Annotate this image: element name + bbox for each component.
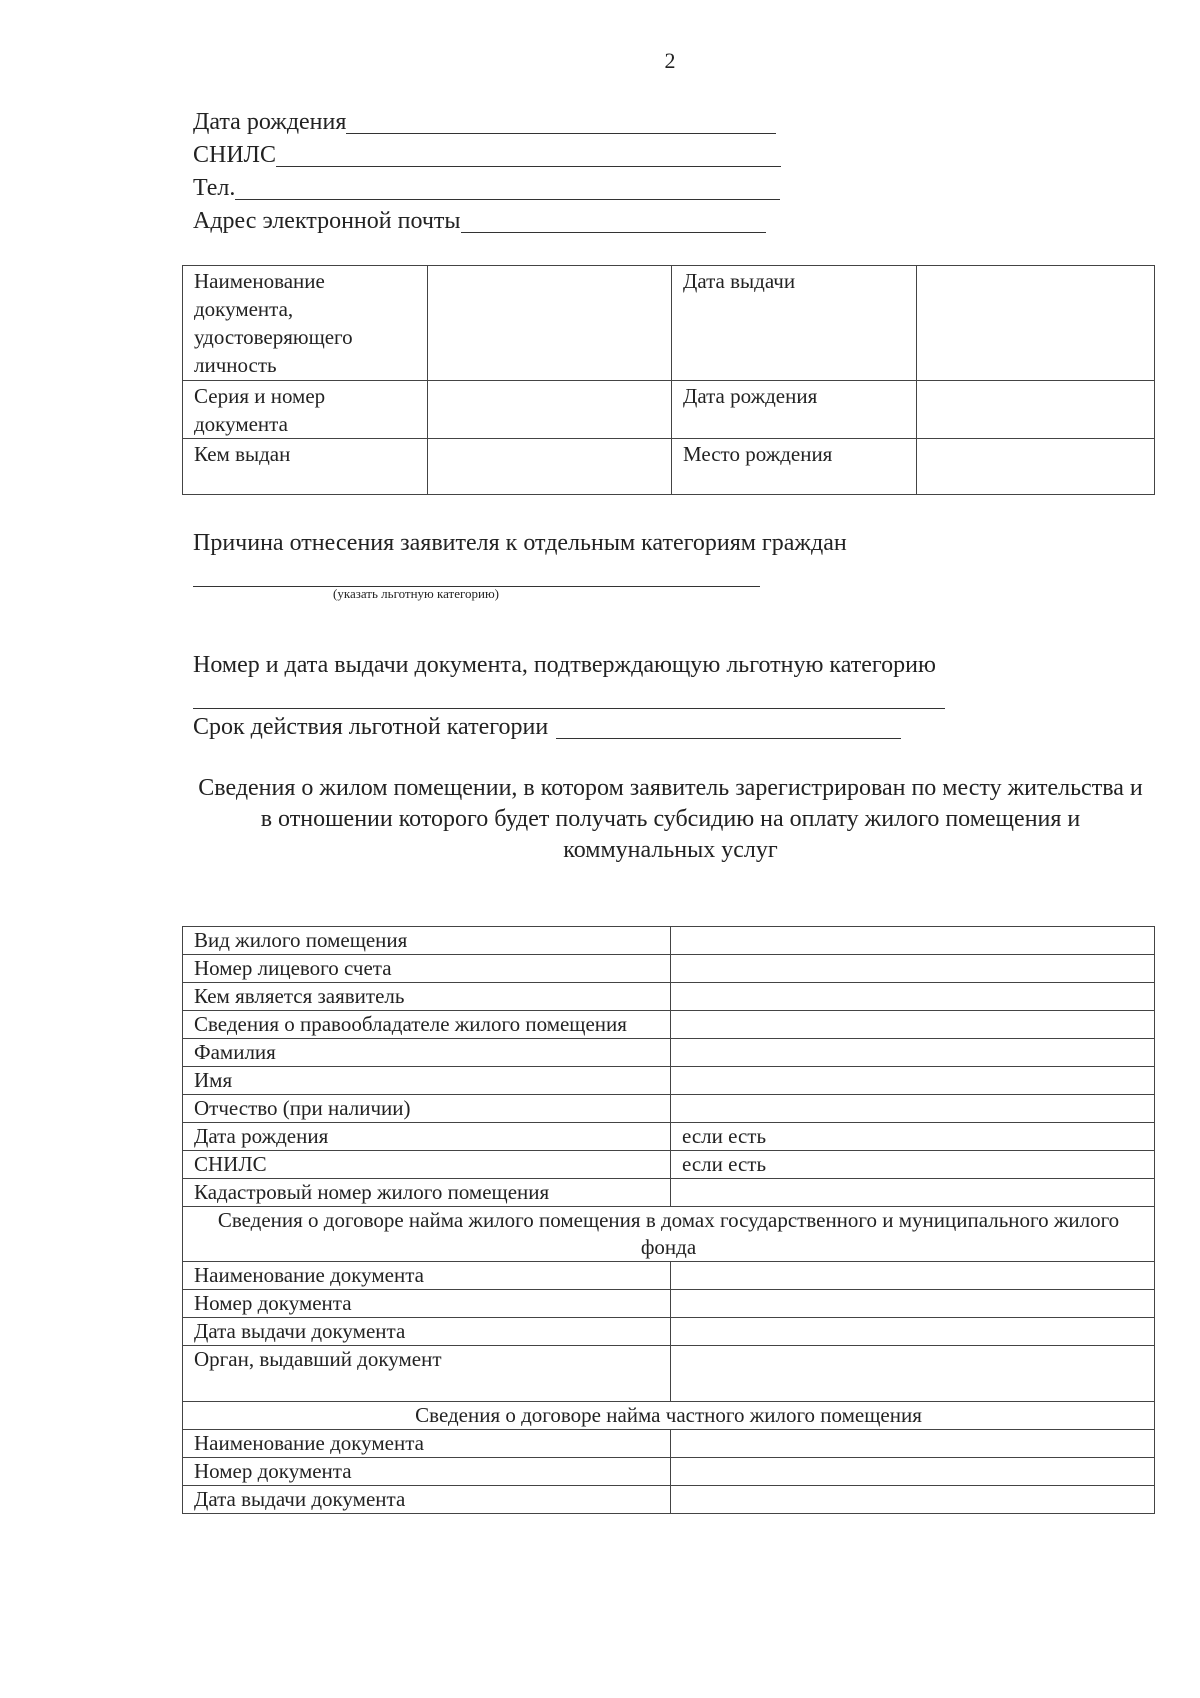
row-value[interactable]	[671, 1346, 1155, 1402]
table-row	[183, 927, 1155, 955]
row-label: Отчество (при наличии)	[183, 1095, 671, 1123]
row-value[interactable]	[671, 1179, 1155, 1207]
row-value[interactable]	[671, 1039, 1155, 1067]
phone-field	[193, 172, 781, 205]
phone-label: Тел.	[193, 175, 236, 201]
phone-input-line[interactable]	[235, 175, 780, 200]
row-label: Наименование документа	[183, 1430, 671, 1458]
row-label: Сведения о правообладателе жилого помещения	[183, 1011, 671, 1039]
row-value[interactable]	[671, 1318, 1155, 1346]
reason-hint: (указать льготную категорию)	[333, 586, 500, 601]
table-cell-input[interactable]	[428, 266, 672, 381]
birth-date-input-line[interactable]	[346, 109, 776, 134]
row-label: Номер документа	[183, 1458, 671, 1486]
table-row	[183, 439, 1155, 495]
row-value[interactable]	[671, 1430, 1155, 1458]
table-row	[183, 1290, 1155, 1318]
table-row	[183, 1458, 1155, 1486]
snils-label: СНИЛС	[193, 142, 276, 168]
table-row	[183, 1095, 1155, 1123]
applicant-fields	[193, 106, 781, 238]
benefit-term-label: Срок действия льготной категории	[193, 714, 549, 740]
row-value[interactable]	[671, 1290, 1155, 1318]
table-cell-input[interactable]	[428, 439, 672, 495]
table-row	[183, 955, 1155, 983]
row-value[interactable]	[671, 927, 1155, 955]
table-cell-label: Наименование документа, удостоверяющего личность	[183, 266, 428, 381]
row-label: Дата выдачи документа	[183, 1486, 671, 1514]
row-value[interactable]	[671, 1095, 1155, 1123]
table-row	[183, 1039, 1155, 1067]
table-row	[183, 1318, 1155, 1346]
table-row	[183, 1123, 1155, 1151]
table-cell-input[interactable]	[917, 381, 1155, 439]
benefit-document-label: Номер и дата выдачи документа, подтверждающую льготную категорию	[193, 652, 936, 678]
table-row	[183, 1179, 1155, 1207]
housing-main-rows	[183, 927, 1155, 1207]
row-value[interactable]	[671, 983, 1155, 1011]
row-label: Кем является заявитель	[183, 983, 671, 1011]
row-label: Номер лицевого счета	[183, 955, 671, 983]
table-cell-label: Кем выдан	[183, 439, 428, 495]
snils-input-line[interactable]	[276, 142, 781, 167]
housing-heading: Сведения о жилом помещении, в котором заявитель зарегистрирован по месту жительства и в отношении которого будет получать субсидию на оплату жилого помещения и коммунальных услуг	[198, 775, 1143, 863]
state-section	[183, 1207, 1155, 1262]
section-header-private: Сведения о договоре найма частного жилого помещения	[183, 1402, 1155, 1430]
row-value[interactable]: если есть	[671, 1151, 1155, 1179]
row-value[interactable]: если есть	[671, 1123, 1155, 1151]
table-row	[183, 1402, 1155, 1430]
email-field	[193, 205, 781, 238]
private-section	[183, 1402, 1155, 1430]
benefit-term-field	[193, 712, 901, 742]
table-row	[183, 983, 1155, 1011]
birth-date-label: Дата рождения	[193, 109, 347, 135]
page-number: 2	[664, 48, 676, 73]
table-cell-label: Дата выдачи	[672, 266, 917, 381]
birth-date-field	[193, 106, 781, 139]
row-label: Имя	[183, 1067, 671, 1095]
section-header-state: Сведения о договоре найма жилого помещения в домах государственного и муниципального жилого фонда	[183, 1207, 1155, 1262]
row-value[interactable]	[671, 1067, 1155, 1095]
row-label: Орган, выдавший документ	[183, 1346, 671, 1402]
row-value[interactable]	[671, 1262, 1155, 1290]
row-label: Дата рождения	[183, 1123, 671, 1151]
table-row	[183, 1207, 1155, 1262]
table-cell-label: Дата рождения	[672, 381, 917, 439]
row-value[interactable]	[671, 955, 1155, 983]
table-row	[183, 381, 1155, 439]
benefit-document-input-line[interactable]	[193, 708, 945, 709]
table-row	[183, 1262, 1155, 1290]
table-row	[183, 1067, 1155, 1095]
row-label: Кадастровый номер жилого помещения	[183, 1179, 671, 1207]
table-cell-input[interactable]	[917, 439, 1155, 495]
table-row	[183, 1011, 1155, 1039]
table-row	[183, 1346, 1155, 1402]
table-row	[183, 1486, 1155, 1514]
row-label: СНИЛС	[183, 1151, 671, 1179]
row-value[interactable]	[671, 1458, 1155, 1486]
table-row	[183, 1151, 1155, 1179]
email-label: Адрес электронной почты	[193, 208, 461, 234]
row-label: Номер документа	[183, 1290, 671, 1318]
row-label: Дата выдачи документа	[183, 1318, 671, 1346]
table-row	[183, 1430, 1155, 1458]
row-label: Наименование документа	[183, 1262, 671, 1290]
table-cell-input[interactable]	[428, 381, 672, 439]
housing-table	[182, 926, 1155, 1514]
id-document-table	[182, 265, 1155, 495]
table-row	[183, 266, 1155, 381]
email-input-line[interactable]	[461, 208, 766, 233]
table-cell-label: Место рождения	[672, 439, 917, 495]
table-cell-label: Серия и номер документа	[183, 381, 428, 439]
housing-private-rows	[183, 1430, 1155, 1514]
row-label: Фамилия	[183, 1039, 671, 1067]
benefit-term-input-line[interactable]	[556, 714, 901, 739]
snils-field	[193, 139, 781, 172]
row-value[interactable]	[671, 1486, 1155, 1514]
table-cell-input[interactable]	[917, 266, 1155, 381]
row-label: Вид жилого помещения	[183, 927, 671, 955]
row-value[interactable]	[671, 1011, 1155, 1039]
housing-state-rows	[183, 1262, 1155, 1402]
reason-label: Причина отнесения заявителя к отдельным категориям граждан	[193, 530, 847, 556]
